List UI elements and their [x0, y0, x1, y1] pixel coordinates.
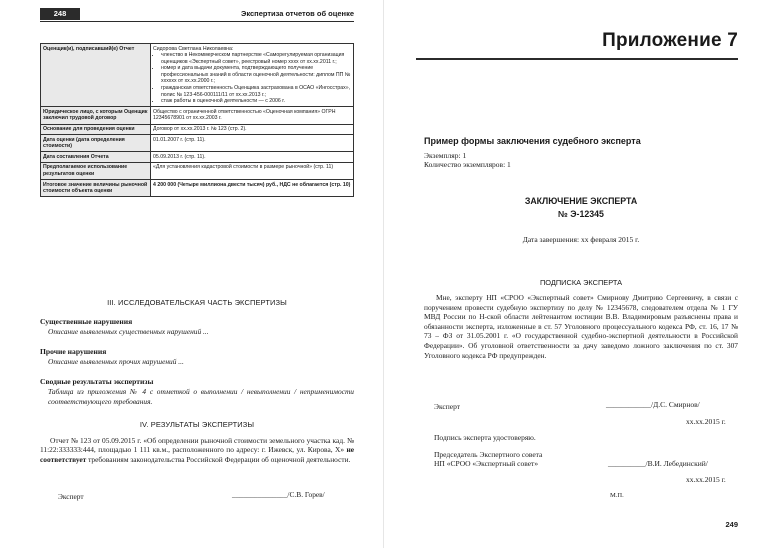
running-title: Экспертиза отчетов об оценке: [241, 9, 354, 18]
expert-date: хх.хх.2015 г.: [686, 417, 726, 426]
results-text: Отчет № 123 от 05.09.2015 г. «Об определении рыночной стоимости земельного участка кад. № 11:22:333333:444, площадью 1 111 кв.м., расположенного по адресу: г. Ижевск, ул. Кирова, Х»: [40, 436, 354, 455]
subscription-text: Мне, эксперту НП «СРОО «Экспертный совет» Смирнову Дмитрию Сергеевичу, в связи с поручением провести судебную экспертизу по делу № 12345678, следователем отдела № 1 ГУ МВД России по Н-ской области лейтенантом юстиции В.В. Владимировым разъяснены права и обязанности эксперта, изложенные в ст. 57 Уголовного процессуального кодекса РФ, ст. 16, 17 № 73 – ФЗ от 31.05.2001 г. «О государственной судебно-экспертной деятельности в Российской Федерации». Об уголовной ответственности за дачу заведомо ложного заключения по ст. 307 Уголовного кодекса РФ предупрежден.: [424, 293, 738, 360]
table-row: [41, 124, 354, 135]
copy-line: Экземпляр: 1: [424, 151, 467, 160]
table-key: Предполагаемое использование результатов оценки: [41, 162, 151, 179]
form-heading: Пример формы заключения судебного эксперта: [424, 136, 641, 146]
signer-label: Эксперт: [58, 492, 84, 501]
subsection-title: Сводные результаты экспертизы: [40, 377, 154, 386]
table-key: Итоговое значение величины рыночной стоимости объекта оценки: [41, 180, 151, 197]
subsection-title: Прочие нарушения: [40, 347, 107, 356]
chair-signature: __________/В.И. Лебединский/: [608, 459, 708, 468]
table-value: Общество с ограниченной ответственностью «Оценочная компания» ОГРН 12345678901 от хх.хх.2003 г.: [151, 107, 354, 124]
table-value: Договор от хх.хх.2013 г. № 123 (стр. 2).: [151, 124, 354, 135]
expert-label: Эксперт: [434, 402, 461, 411]
table-key: Основание для проведения оценки: [41, 124, 151, 135]
list-item: • номер и дата выдачи документа, подтверждающего получение профессиональных знаний в области оценочной деятельности: диплом ПП № хххххх от хх.хх.2000 г.;: [161, 65, 351, 85]
list-item: • гражданская ответственность Оценщика застрахована в ОСАО «Ингосстрах», полис № 123-456-000111/11 от хх.хх.2013 г.;: [161, 85, 351, 98]
list-item: • стаж работы в оценочной деятельности — с 2006 г.: [161, 98, 351, 105]
title-rule: [416, 58, 738, 60]
chair-title: Председатель Экспертного совета: [434, 450, 543, 459]
table-key: Оценщик(и), подписавший(е) Отчет: [41, 44, 151, 107]
page-number-right: 249: [725, 520, 738, 529]
table-key: Дата оценки (дата определения стоимости): [41, 135, 151, 152]
table-row: [41, 162, 354, 179]
table-row: [41, 152, 354, 163]
conclusion-number: № Э-12345: [558, 209, 604, 219]
results-verdict: не соответствует: [40, 445, 355, 464]
completion-date: Дата завершения: хх февраля 2015 г.: [522, 235, 640, 244]
conclusion-title: ЗАКЛЮЧЕНИЕ ЭКСПЕРТА: [524, 196, 638, 206]
book-spine: [383, 0, 384, 548]
subsection-text: Описание выявленных прочих нарушений ...: [48, 357, 184, 366]
subscription-title: ПОДПИСКА ЭКСПЕРТА: [539, 278, 623, 287]
expert-signature: ____________/Д.С. Смирнов/: [606, 400, 700, 409]
subsection-text: Таблица из приложения № 4 с отметкой о выполнении / невыполнении / неприменимости соответствующего требования.: [48, 387, 354, 406]
results-paragraph: [40, 436, 354, 464]
section-3-title: III. ИССЛЕДОВАТЕЛЬСКАЯ ЧАСТЬ ЭКСПЕРТИЗЫ: [107, 298, 287, 307]
copies-count: Количество экземпляров: 1: [424, 160, 511, 169]
table-row: [41, 107, 354, 124]
subsection-title: Существенные нарушения: [40, 317, 133, 326]
table-key: Дата составления Отчета: [41, 152, 151, 163]
list-item: • членство в Некоммерческом партнерстве «Саморегулируемая организация оценщиков «Экспертный совет», реестровый номер хххх от хх.хх.2011 г.;: [161, 52, 351, 65]
header-rule: [40, 21, 354, 22]
table-key: Юридическое лицо, с которым Оценщик заключил трудовой договор: [41, 107, 151, 124]
table-value: 01.01.2007 г. (стр. 11).: [151, 135, 354, 152]
table-value: «Для установления кадастровой стоимости в размере рыночной» (стр. 11): [151, 162, 354, 179]
signer-signature: _______________/С.В. Горев/: [232, 490, 325, 499]
section-4-title: IV. РЕЗУЛЬТАТЫ ЭКСПЕРТИЗЫ: [139, 420, 255, 429]
appraiser-name: Сидорова Светлана Николаевна:: [153, 45, 234, 52]
chair-organization: НП «СРОО «Экспертный совет»: [434, 459, 539, 468]
appendix-title: Приложение 7: [602, 30, 738, 51]
table-row: [41, 180, 354, 197]
chair-date: хх.хх.2015 г.: [686, 475, 726, 484]
table-row: [41, 44, 354, 107]
subsection-text: Описание выявленных существенных нарушений ...: [48, 327, 209, 336]
table-value: [151, 44, 354, 107]
appraiser-details: [153, 52, 351, 105]
table-row: [41, 135, 354, 152]
table-value: 05.09.2013 г. (стр. 11).: [151, 152, 354, 163]
report-info-table: [40, 43, 354, 197]
certification-text: Подпись эксперта удостоверяю.: [434, 433, 536, 442]
page-number-left: 248: [40, 8, 80, 20]
stamp-mark: М.П.: [610, 492, 624, 499]
table-value: 4 200 000 (Четыре миллиона двести тысяч) руб., НДС не облагается (стр. 10): [151, 180, 354, 197]
results-text-end: требованиям законодательства Российской Федерации об оценочной деятельности.: [86, 454, 351, 464]
